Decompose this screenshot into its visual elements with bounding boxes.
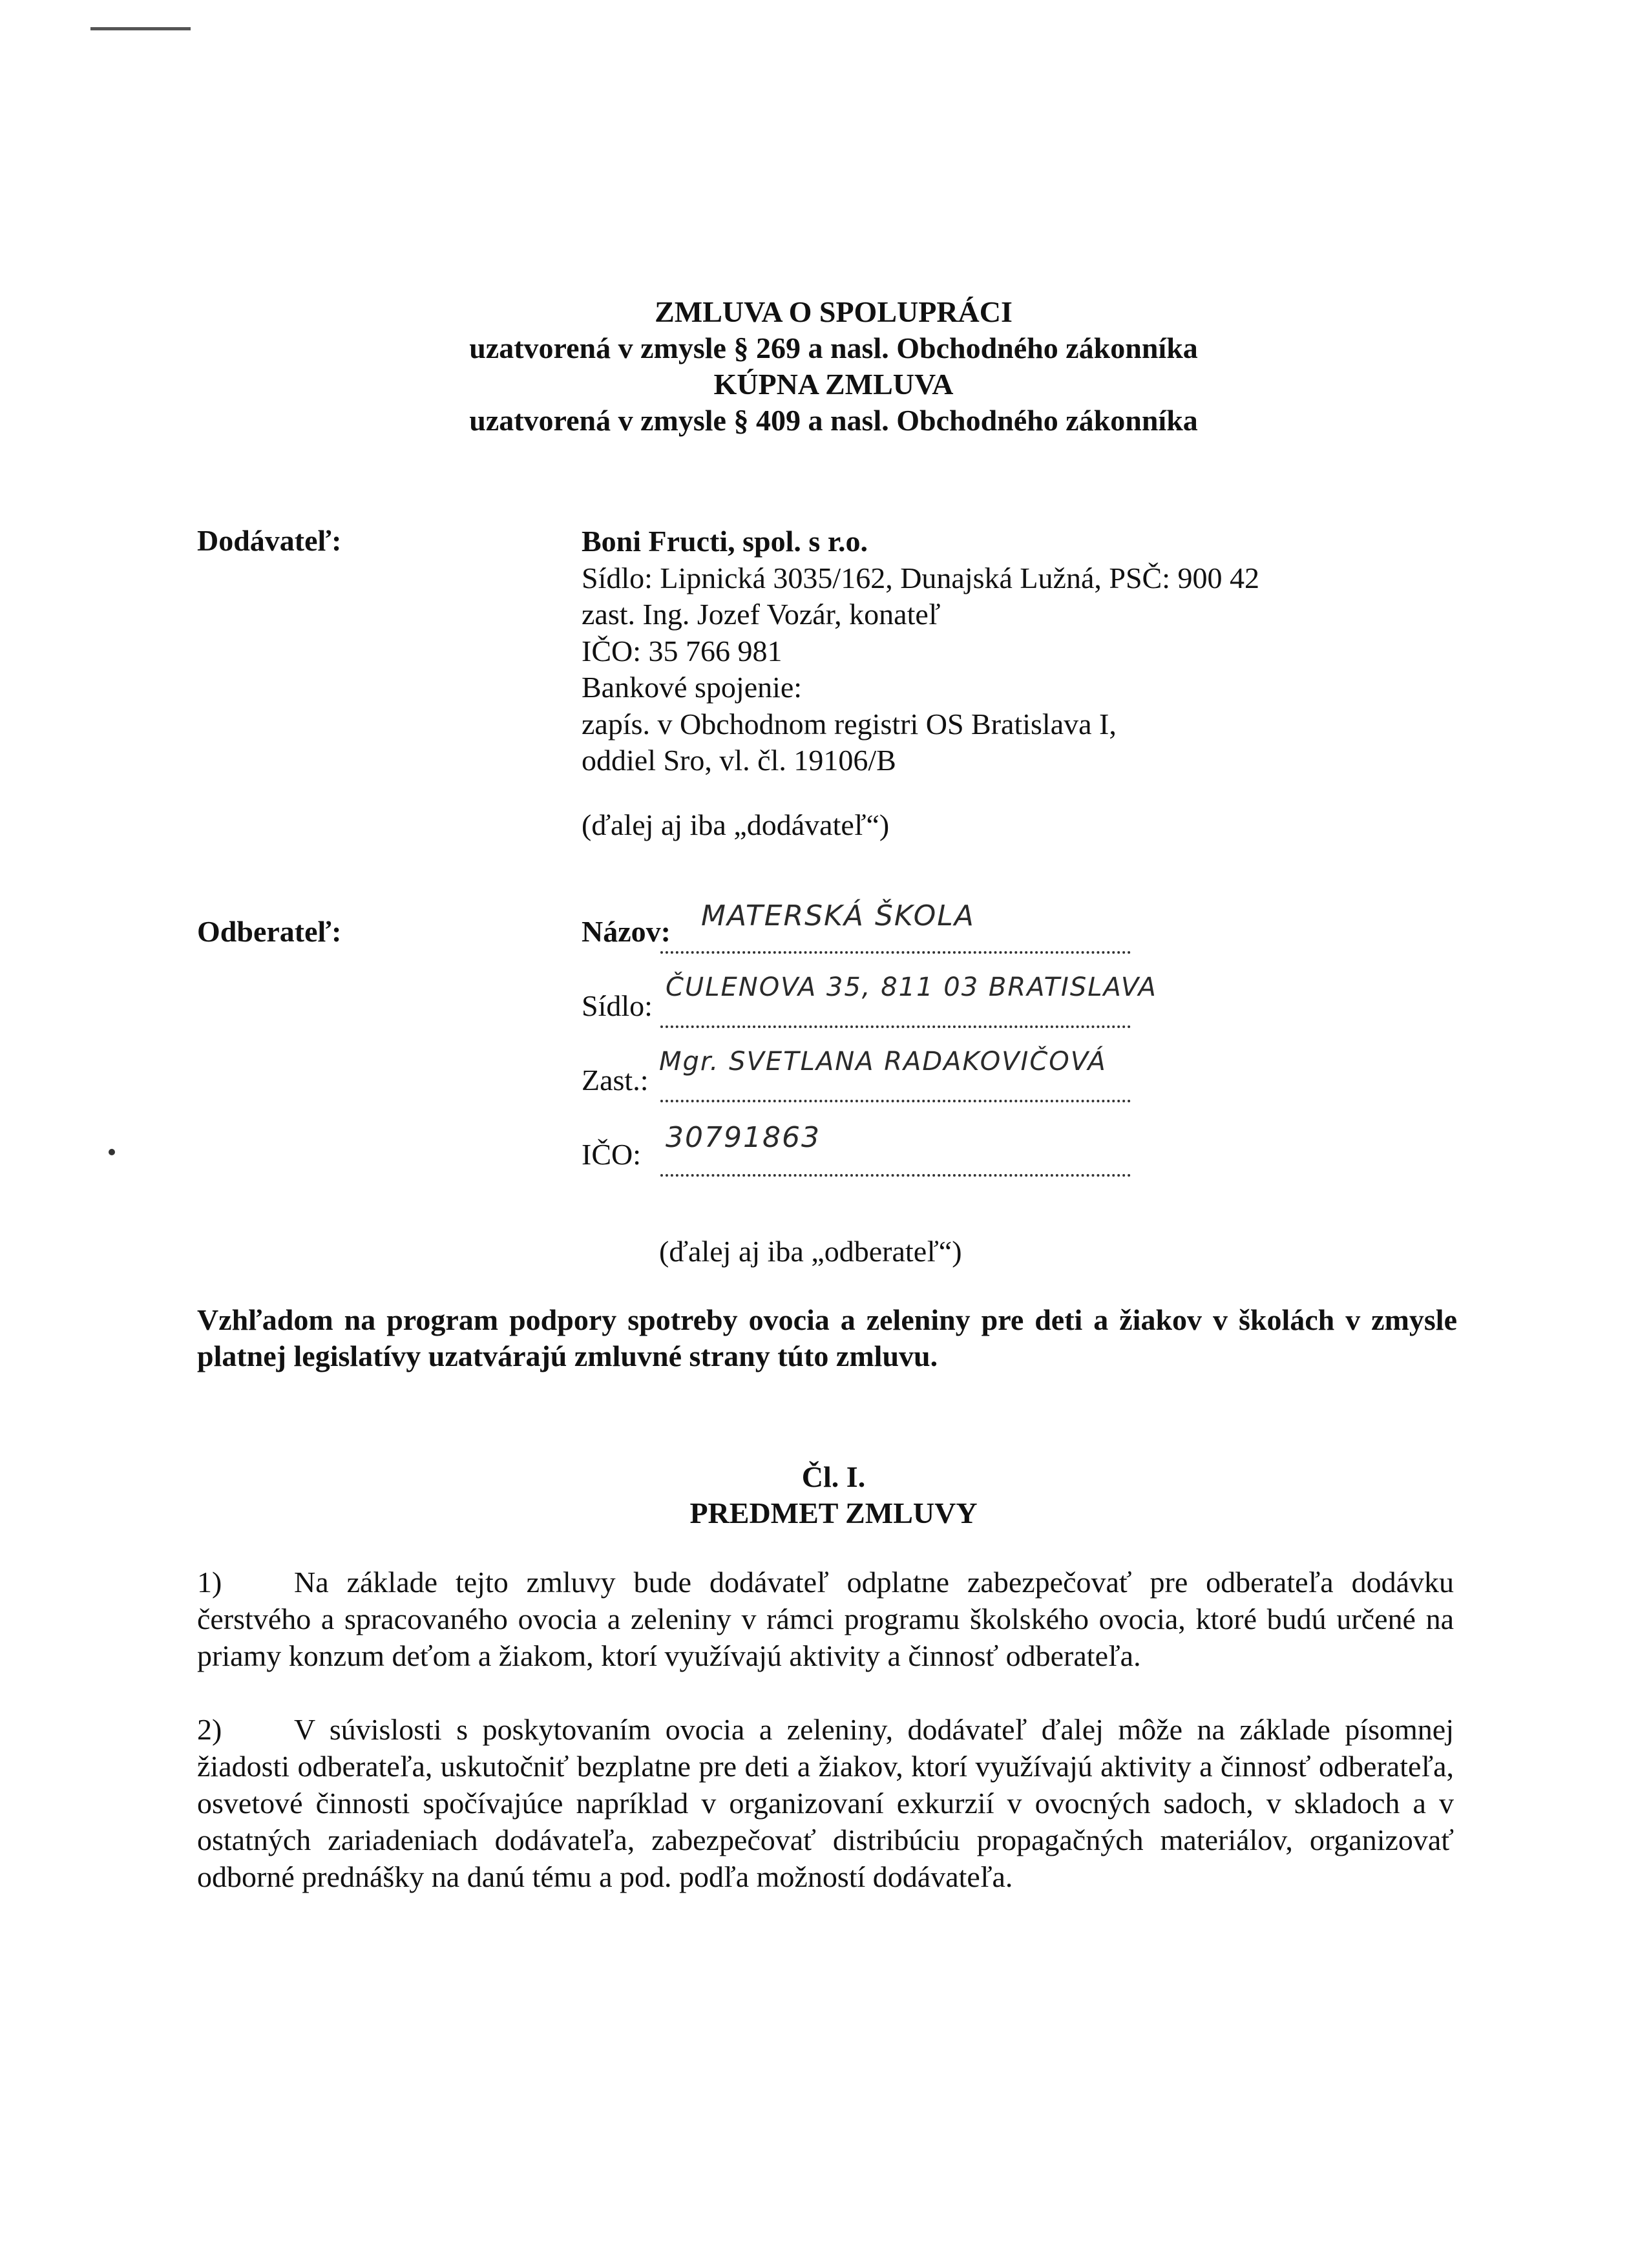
customer-rep-label: Zast.: xyxy=(582,1064,649,1097)
scan-artifact-line xyxy=(90,27,191,30)
article-number: Čl. I. xyxy=(801,1460,866,1493)
customer-ico-handwritten: 30791863 xyxy=(666,1121,821,1154)
supplier-representative: zast. Ing. Jozef Vozár, konateľ xyxy=(582,598,941,631)
paragraph-1-text: Na základe tejto zmluvy bude dodávateľ odplatne zabezpečovať pre odberateľa dodávku čerstvého a spracovaného ovocia a zeleniny v rámci programu školského ovocia, ktoré budú určené na priamy konzum deťom a žiakom, ktorí využívajú aktivity a činnosť odberateľa. xyxy=(197,1566,1454,1672)
supplier-ico: IČO: 35 766 981 xyxy=(582,634,782,667)
article-title: PREDMET ZMLUVY xyxy=(689,1496,978,1529)
customer-name-handwritten: MATERSKÁ ŠKOLA xyxy=(701,899,975,932)
paragraph-1 xyxy=(197,1564,1454,1674)
supplier-alias: (ďalej aj iba „dodávateľ“) xyxy=(582,808,890,841)
customer-seat-handwritten: ČULENOVA 35, 811 03 BRATISLAVA xyxy=(666,972,1157,1002)
document-header xyxy=(194,294,1473,439)
contract-legal-basis: uzatvorená v zmysle § 269 a nasl. Obchodného zákonníka xyxy=(469,331,1198,364)
customer-name-label: Názov: xyxy=(582,915,671,948)
customer-seat-field xyxy=(582,989,653,1023)
customer-seat-label: Sídlo: xyxy=(582,989,653,1022)
customer-name-field xyxy=(582,914,671,949)
customer-alias: (ďalej aj iba „odberateľ“) xyxy=(659,1235,962,1268)
supplier-seat: Sídlo: Lipnická 3035/162, Dunajská Lužná, PSČ: 900 42 xyxy=(582,561,1259,594)
customer-ico-field xyxy=(582,1137,641,1171)
contract-title: ZMLUVA O SPOLUPRÁCI xyxy=(655,295,1013,328)
supplier-registry: zapís. v Obchodnom registri OS Bratislava I, xyxy=(582,707,1117,740)
scan-artifact-dot xyxy=(109,1149,115,1155)
paragraph-2 xyxy=(197,1711,1454,1895)
paragraph-2-text: V súvislosti s poskytovaním ovocia a zeleniny, dodávateľ ďalej môže na základe písomnej žiadosti odberateľa, uskutočniť bezplatne pre deti a žiakov, ktorí využívajú aktivity a činnosť odberateľa, osvetové činnosti spočívajúce napríklad v organizovaní exkurzií v ovocných sadoch, v skladoch a v ostatných zariadeniach dodávateľa, zabezpečovať distribúciu propagačných materiálov, organizovať odborné prednášky na danú tému a pod. podľa možností dodávateľa. xyxy=(197,1713,1454,1893)
purchase-contract-title: KÚPNA ZMLUVA xyxy=(713,368,954,401)
supplier-bank: Bankové spojenie: xyxy=(582,671,803,704)
customer-ico-label: IČO: xyxy=(582,1138,641,1171)
supplier-label: Dodávateľ: xyxy=(197,524,342,557)
supplier-name: Boni Fructi, spol. s r.o. xyxy=(582,525,868,558)
supplier-section: oddiel Sro, vl. čl. 19106/B xyxy=(582,744,896,777)
intro-statement: Vzhľadom na program podpory spotreby ovocia a zeleniny pre deti a žiakov v školách v zmysle platnej legislatívy uzatvárajú zmluvné strany túto zmluvu. xyxy=(197,1303,1457,1372)
customer-label: Odberateľ: xyxy=(197,915,342,948)
supplier-block xyxy=(582,523,1259,779)
paragraph-2-number: 2) xyxy=(197,1713,222,1746)
purchase-legal-basis: uzatvorená v zmysle § 409 a nasl. Obchodného zákonníka xyxy=(469,404,1198,437)
customer-rep-field xyxy=(582,1063,648,1097)
customer-rep-handwritten: Mgr. SVETLANA RADAKOVIČOVÁ xyxy=(659,1047,1107,1076)
article-heading xyxy=(194,1459,1473,1531)
paragraph-1-number: 1) xyxy=(197,1566,222,1599)
